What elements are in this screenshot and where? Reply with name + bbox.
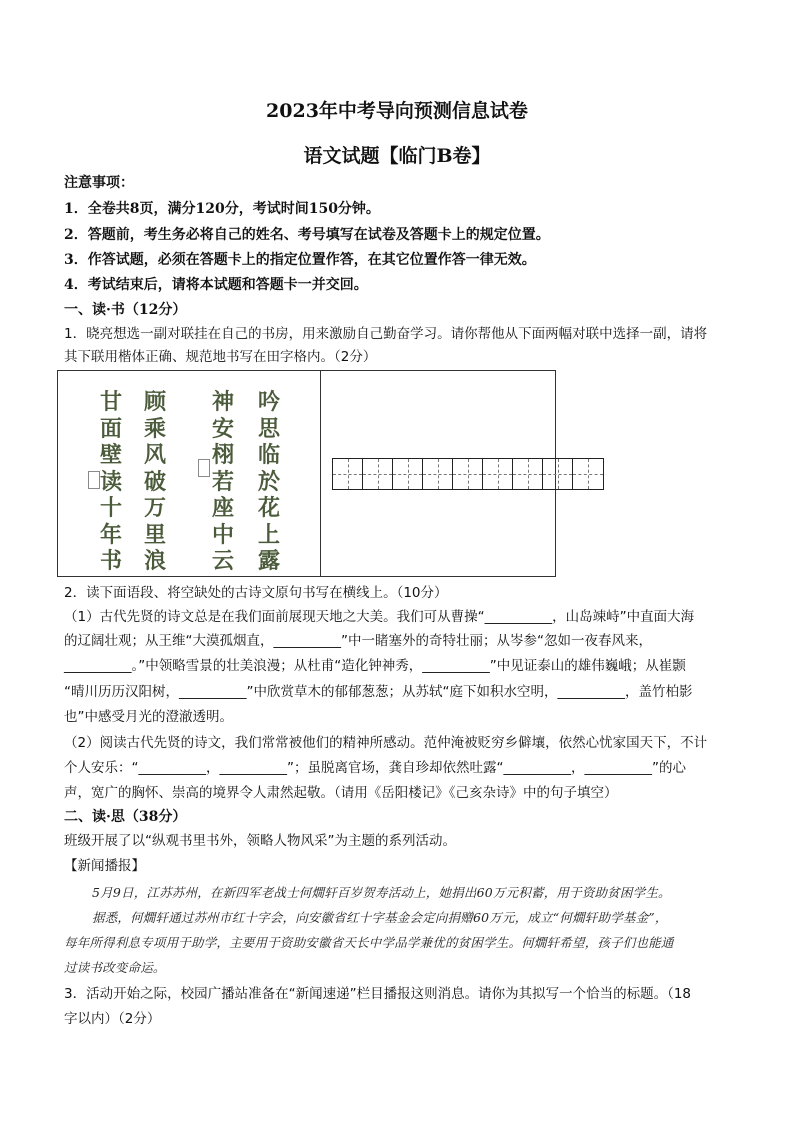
- notes-item: 2．答题前，考生务必将自己的姓名、考号填写在试卷及答题卡上的规定位置。: [64, 227, 550, 243]
- couplet-b-right: 吟 思 临 於 花 上 露: [258, 389, 281, 574]
- tianzige-cell[interactable]: [543, 459, 573, 489]
- section2-intro: 班级开展了以“纵观书里书外，领略人物风采”为主题的系列活动。: [64, 833, 456, 849]
- seal-mark: [198, 459, 210, 477]
- couplet-a-right: 顾 乘 风 破 万 里 浪: [144, 389, 167, 574]
- notes-item: 4．考试结束后，请将本试题和答题卡一并交回。: [64, 277, 368, 293]
- tianzige-cell[interactable]: [483, 459, 513, 489]
- notes-item: 1．全卷共8页，满分120分，考试时间150分钟。: [64, 201, 380, 217]
- tianzige-cell[interactable]: [423, 459, 453, 489]
- news-text: 5月9日，江苏苏州，在新四军老战士何燗轩百岁贺寿活动上，她捐出60万元积蓄，用于资助贫困学生。: [92, 885, 671, 900]
- q2-text: （2）阅读古代先贤的诗文，我们常常被他们的精神所感动。范仲淹被贬穷乡僻壤，依然心忧家国天下，不计: [64, 735, 708, 751]
- page-subtitle: 语文试题【临门B卷】: [303, 145, 491, 167]
- tianzige-cell[interactable]: [363, 459, 393, 489]
- tianzige-cell[interactable]: [513, 459, 543, 489]
- section2-heading: 二、读·思（38分）: [64, 809, 187, 825]
- q3-text: 3．活动开始之际，校园广播站准备在“新闻速递”栏目播报这则消息。请你为其拟写一个恰当的标题。（18: [64, 986, 692, 1002]
- tianzige-cell[interactable]: [573, 459, 603, 489]
- q2-text: “晴川历历汉阳树，__________”中欣赏草木的郁郁葱葱；从苏轼“庭下如积水空明，__________，盖竹柏影: [64, 684, 693, 700]
- notes-item: 3．作答试题，必须在答题卡上的指定位置作答，在其它位置作答一律无效。: [64, 252, 536, 268]
- page-title: 2023年中考导向预测信息试卷: [266, 100, 528, 122]
- couplet-a-left: 甘 面 壁 读 十 年 书: [100, 389, 123, 574]
- tianzige-cell[interactable]: [393, 459, 423, 489]
- news-label: 【新闻播报】: [64, 858, 145, 874]
- tianzige-grid[interactable]: [332, 458, 604, 490]
- tianzige-cell[interactable]: [333, 459, 363, 489]
- q1-text: 1．晓亮想选一副对联挂在自己的书房，用来激励自己勤奋学习。请你帮他从下面两幅对联中选择一副，请将: [64, 326, 708, 342]
- tianzige-cell[interactable]: [453, 459, 483, 489]
- couplet-b-left: 神 安 栩 若 座 中 云: [212, 389, 235, 574]
- q2-text: （1）古代先贤的诗文总是在我们面前展现天地之大美。我们可从曹操“__________，山岛竦峙”中直面大海: [64, 609, 695, 625]
- q2-text: 的辽阔壮观；从王维“大漠孤烟直，__________”中一睹塞外的奇特壮丽；从岑参“忽如一夜春风来，: [64, 633, 652, 649]
- q2-text: 也”中感受月光的澄澈透明。: [64, 709, 233, 725]
- q1-text: 其下联用楷体正确、规范地书写在田字格内。（2分）: [64, 349, 377, 365]
- q2-text: __________。”中领略雪景的壮美浪漫；从杜甫“造化钟神秀，__________”中见证泰山的雄伟巍峨；从崔颢: [64, 658, 686, 674]
- news-text: 过读书改变命运。: [64, 960, 166, 975]
- q3-text: 字以内）（2分）: [64, 1011, 161, 1027]
- section1-heading: 一、读·书（12分）: [64, 302, 187, 318]
- news-text: 每年所得利息专项用于助学，主要用于资助安徽省天长中学品学兼优的贫困学生。何燗轩希望，孩子们也能通: [64, 935, 674, 950]
- notes-heading: 注意事项：: [64, 175, 134, 191]
- news-text: 据悉，何燗轩通过苏州市红十字会，向安徽省红十字基金会定向捐赠60万元，成立“何燗轩助学基金”，: [92, 910, 668, 925]
- q2-text: 声，宽广的胸怀、崇高的境界令人肃然起敬。（请用《岳阳楼记》《己亥杂诗》中的句子填空）: [64, 785, 618, 801]
- seal-mark: [88, 471, 100, 489]
- q2-text: 2．读下面语段、将空缺处的古诗文原句书写在横线上。（10分）: [64, 585, 448, 601]
- q2-text: 个人安乐：“__________，__________”；虽脱离官场，龚自珍却依然吐露“__________，__________”的心: [64, 760, 686, 776]
- couplet-image-panel: [57, 370, 321, 577]
